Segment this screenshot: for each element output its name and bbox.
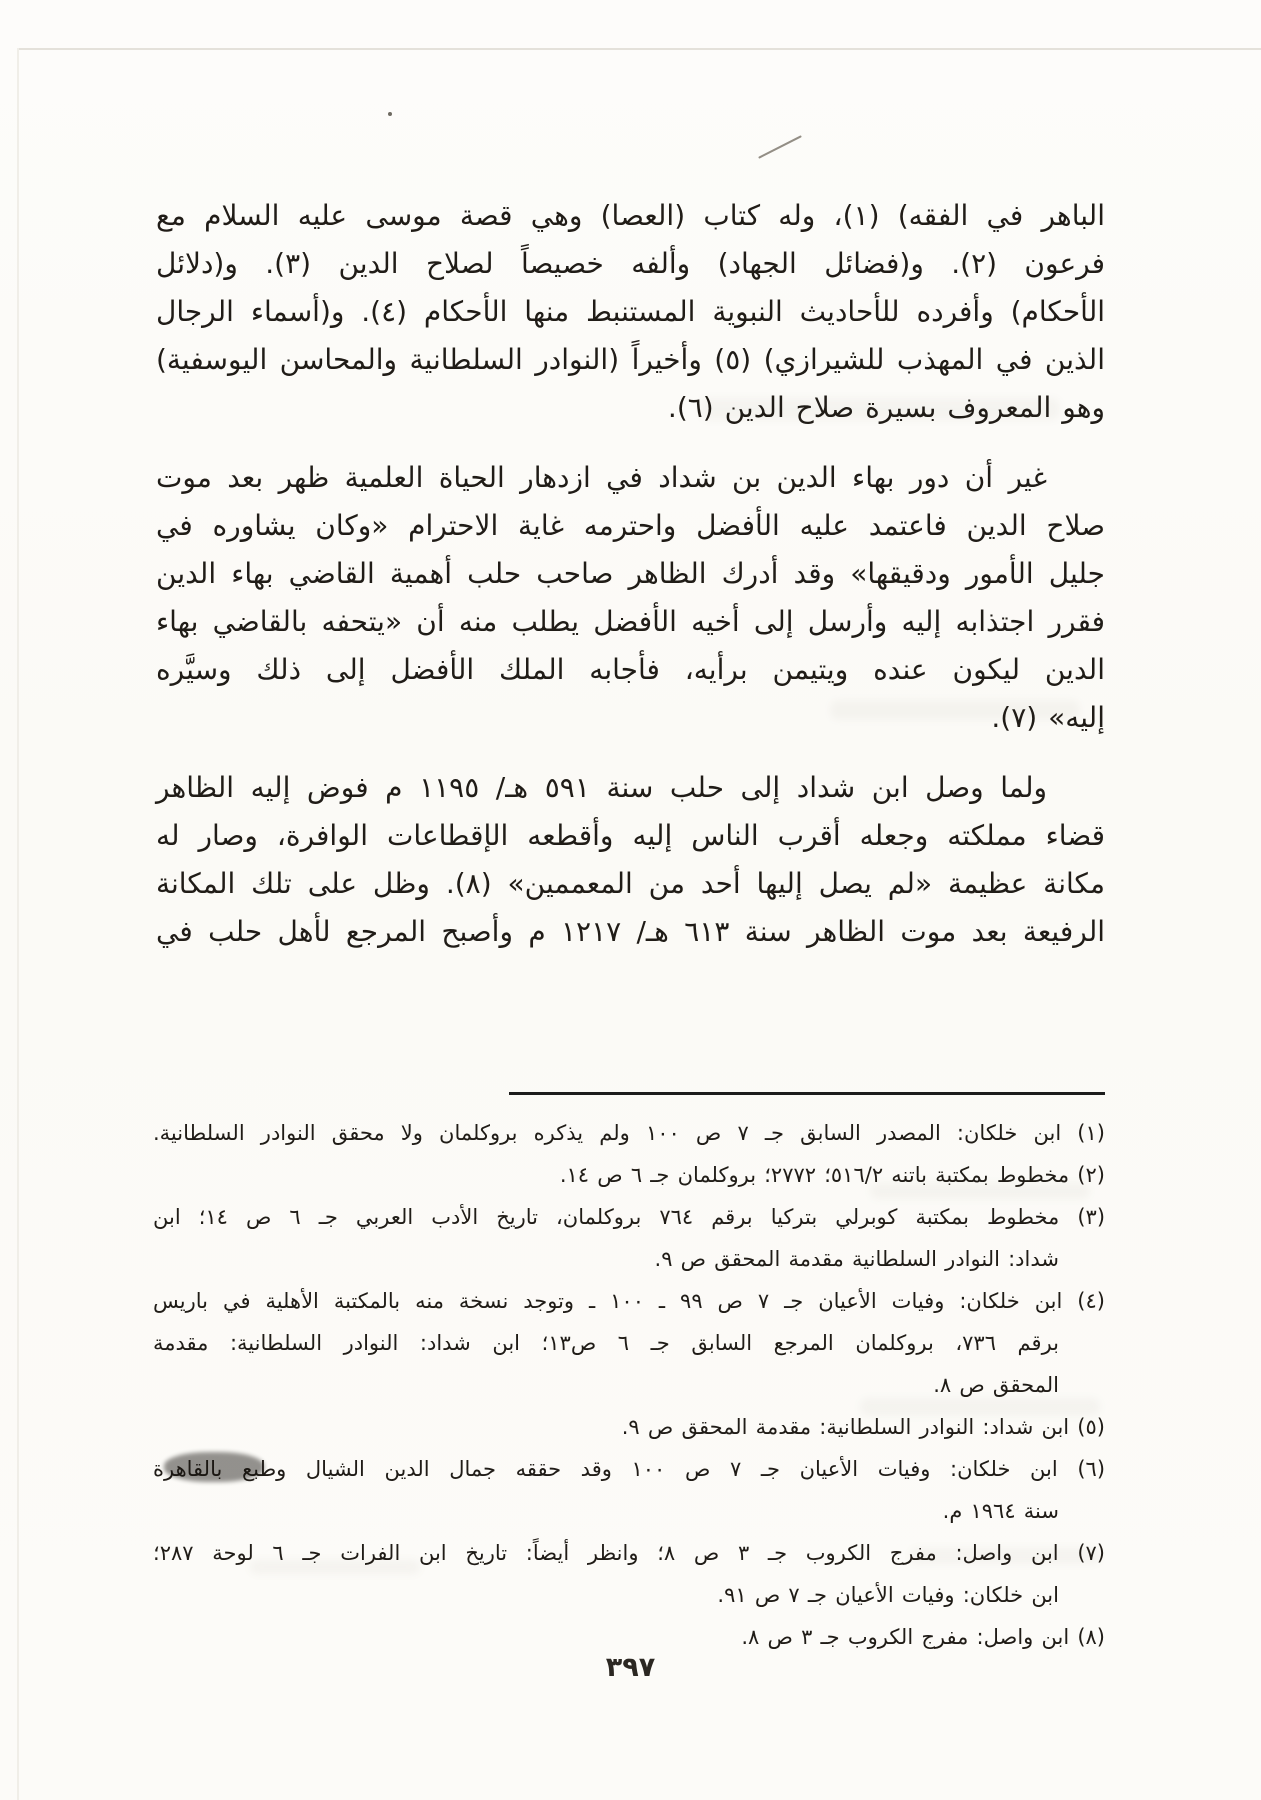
text-line: صلاح الدين فاعتمد عليه الأفضل واحترمه غاية الاحترام «وكان يشاوره في	[156, 509, 1105, 542]
text-line: (٥) ابن شداد: النوادر السلطانية: مقدمة المحقق ص ٩.	[621, 1415, 1105, 1439]
text-line: إليه» (٧).	[991, 701, 1105, 734]
page-number: ٣٩٧	[605, 1652, 656, 1683]
footnote-7	[153, 1532, 1105, 1616]
paragraph-3	[156, 764, 1105, 956]
text-line: (١) ابن خلكان: المصدر السابق جـ ٧ ص ١٠٠ ولم يذكره بروكلمان ولا محقق النوادر السلطانية.	[153, 1121, 1105, 1145]
scan-artifact-top-edge	[18, 48, 1261, 50]
text-line: فقرر اجتذابه إليه وأرسل إلى أخيه الأفضل يطلب منه أن «يتحفه بالقاضي بهاء	[156, 605, 1105, 638]
text-line: (٧) ابن واصل: مفرج الكروب جـ ٣ ص ٨؛ وانظر أيضاً: تاريخ ابن الفرات جـ ٦ لوحة ٢٨٧؛	[153, 1541, 1105, 1565]
text-line: غير أن دور بهاء الدين بن شداد في ازدهار الحياة العلمية ظهر بعد موت	[156, 461, 1047, 494]
footnote-1	[153, 1112, 1105, 1154]
body-text-block	[156, 192, 1105, 956]
text-line: (٨) ابن واصل: مفرج الكروب جـ ٣ ص ٨.	[741, 1625, 1105, 1649]
text-line: (٦) ابن خلكان: وفيات الأعيان جـ ٧ ص ١٠٠ وقد حققه جمال الدين الشيال وطبع بالقاهرة	[153, 1457, 1106, 1481]
text-line: الدين ليكون عنده ويتيمن برأيه، فأجابه الملك الأفضل إلى ذلك وسيَّره	[156, 653, 1105, 686]
text-line: وهو المعروف بسيرة صلاح الدين (٦).	[667, 391, 1105, 424]
text-line: قضاء مملكته وجعله أقرب الناس إليه وأقطعه الإقطاعات الوافرة، وصار له	[156, 819, 1105, 852]
text-line: المحقق ص ٨.	[933, 1373, 1059, 1397]
footnote-6	[153, 1448, 1105, 1532]
footnote-3	[153, 1196, 1105, 1280]
text-line: (٣) مخطوط بمكتبة كوبرلي بتركيا برقم ٧٦٤ بروكلمان، تاريخ الأدب العربي جـ ٦ ص ١٤؛ ابن	[153, 1205, 1106, 1229]
paragraph-1	[156, 192, 1105, 432]
footnote-4	[153, 1280, 1105, 1406]
footnotes-block	[153, 1112, 1105, 1658]
paragraph-2	[156, 454, 1105, 742]
text-line: الذين في المهذب للشيرازي) (٥) وأخيراً (النوادر السلطانية والمحاسن اليوسفية)	[156, 343, 1105, 376]
text-line: الرفيعة بعد موت الظاهر سنة ٦١٣ هـ/ ١٢١٧ م وأصبح المرجع لأهل حلب في	[156, 915, 1106, 948]
text-line: فرعون (٢). و(فضائل الجهاد) وألفه خصيصاً لصلاح الدين (٣). و(دلائل	[156, 247, 1105, 280]
scan-artifact-slash-mark	[758, 135, 802, 159]
text-line: (٤) ابن خلكان: وفيات الأعيان جـ ٧ ص ٩٩ ـ ١٠٠ ـ وتوجد نسخة منه بالمكتبة الأهلية في باريس	[153, 1289, 1105, 1313]
text-line: ولما وصل ابن شداد إلى حلب سنة ٥٩١ هـ/ ١١٩٥ م فوض إليه الظاهر	[156, 771, 1048, 804]
footnote-5	[153, 1406, 1105, 1448]
text-line: سنة ١٩٦٤ م.	[942, 1499, 1059, 1523]
text-line: شداد: النوادر السلطانية مقدمة المحقق ص ٩.	[654, 1247, 1059, 1271]
text-line: برقم ٧٣٦، بروكلمان المرجع السابق جـ ٦ ص١٣؛ ابن شداد: النوادر السلطانية: مقدمة	[153, 1331, 1059, 1355]
text-line: مكانة عظيمة «لم يصل إليها أحد من المعممين» (٨). وظل على تلك المكانة	[156, 867, 1105, 900]
footnote-2	[153, 1154, 1105, 1196]
text-line: الباهر في الفقه) (١)، وله كتاب (العصا) وهي قصة موسى عليه السلام مع	[156, 199, 1105, 232]
text-line: جليل الأمور ودقيقها» وقد أدرك الظاهر صاحب حلب أهمية القاضي بهاء الدين	[156, 557, 1105, 590]
scan-artifact-left-edge	[17, 48, 19, 1800]
footnote-separator-rule	[509, 1092, 1105, 1095]
text-line: ابن خلكان: وفيات الأعيان جـ ٧ ص ٩١.	[717, 1583, 1059, 1607]
scan-artifact-ink-dot	[388, 112, 392, 116]
text-line: (٢) مخطوط بمكتبة باتنه ٥١٦/٢؛ ٢٧٧٢؛ بروكلمان جـ ٦ ص ١٤.	[559, 1163, 1105, 1187]
text-line: الأحكام) وأفرده للأحاديث النبوية المستنبط منها الأحكام (٤). و(أسماء الرجال	[156, 295, 1106, 328]
